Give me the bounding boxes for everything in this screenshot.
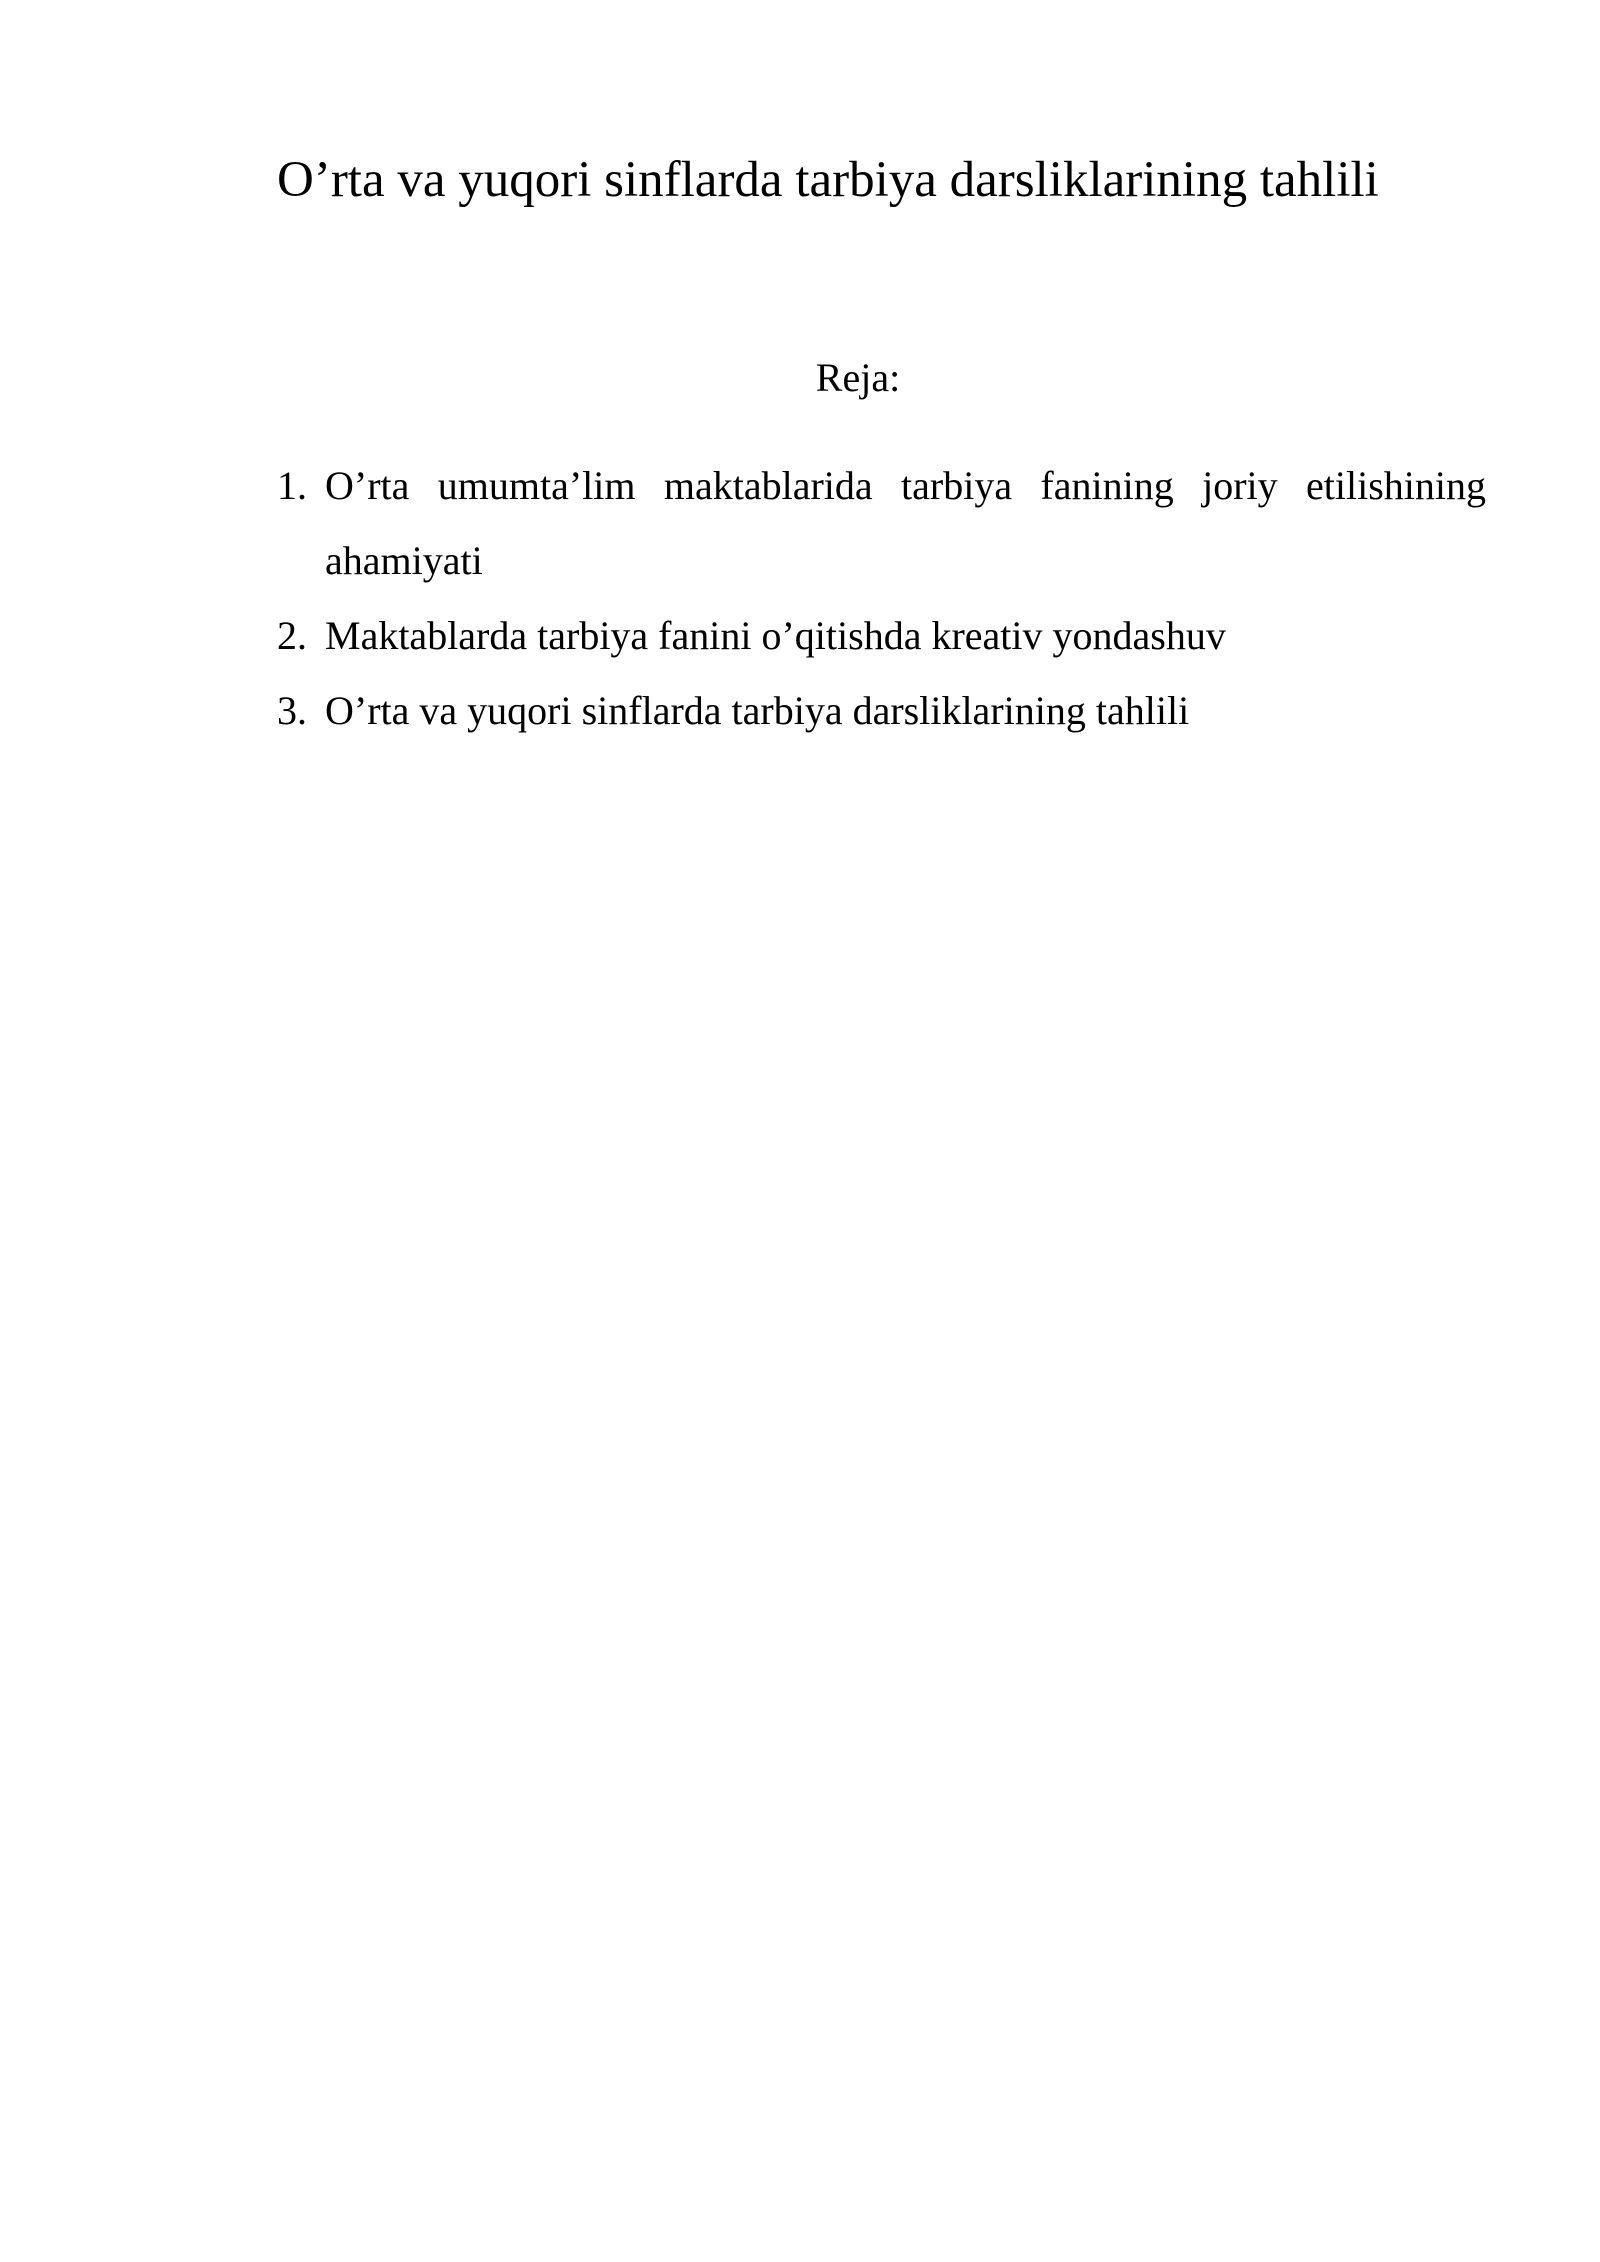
plan-item-text: O’rta umumta’lim maktablarida tarbiya fanining joriy etilishining ahamiyati	[325, 463, 1486, 583]
plan-item-3	[277, 673, 1486, 748]
plan-heading: Reja:	[815, 355, 901, 400]
plan-item-number: 3.	[277, 688, 307, 733]
plan-item-number: 2.	[277, 613, 307, 658]
document-title: O’rta va yuqori sinflarda tarbiya darsliklarining tahlili	[277, 152, 1379, 208]
plan-item-1	[277, 448, 1486, 598]
plan-list	[277, 448, 1486, 748]
plan-item-number: 1.	[277, 463, 307, 508]
plan-item-text: O’rta va yuqori sinflarda tarbiya darsliklarining tahlili	[325, 688, 1190, 733]
plan-item-text: Maktablarda tarbiya fanini o’qitishda kreativ yondashuv	[325, 613, 1226, 658]
plan-item-2	[277, 598, 1486, 673]
